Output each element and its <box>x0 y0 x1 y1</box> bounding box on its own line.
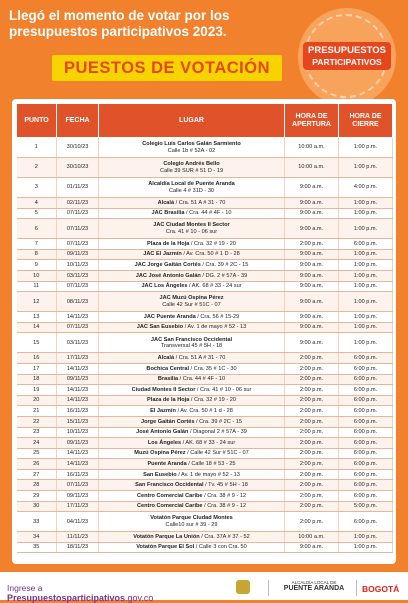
lugar-address: / Cra. 51 A # 31 - 70 <box>174 354 226 361</box>
cell-lugar <box>99 385 285 396</box>
lugar-name: Colegio Andrés Bello <box>163 161 220 168</box>
lugar-address: / Cra. 56 # 15-29 <box>195 313 240 320</box>
table-row <box>17 427 393 438</box>
cell-apertura: 9:00 a.m. <box>285 198 339 209</box>
table-row <box>17 249 393 260</box>
cell-apertura: 9:00 a.m. <box>285 292 339 312</box>
cell-cierre: 1:00 p.m. <box>339 312 393 323</box>
table-row <box>17 532 393 543</box>
lugar-name: JAC Los Ángeles <box>141 283 188 290</box>
table-row <box>17 239 393 250</box>
cell-punto: 12 <box>17 292 57 312</box>
cell-punto: 8 <box>17 249 57 260</box>
logo-box <box>303 42 391 70</box>
cell-fecha: 30/10/23 <box>57 138 99 158</box>
cell-punto: 21 <box>17 406 57 417</box>
cell-lugar <box>99 138 285 158</box>
table-row <box>17 322 393 333</box>
cell-punto: 23 <box>17 427 57 438</box>
cell-punto: 7 <box>17 239 57 250</box>
cell-punto: 19 <box>17 385 57 396</box>
cell-apertura: 2:00 p.m. <box>285 239 339 250</box>
cell-fecha: 02/11/23 <box>57 198 99 209</box>
cell-fecha: 03/11/23 <box>57 270 99 281</box>
cell-apertura: 9:00 a.m. <box>285 542 339 553</box>
cell-cierre: 6:00 p.m. <box>339 385 393 396</box>
cell-fecha: 14/11/23 <box>57 385 99 396</box>
table-row <box>17 353 393 364</box>
lugar-name: José Antonio Galán <box>136 429 189 436</box>
cell-lugar <box>99 312 285 323</box>
banner-title: PUESTOS DE VOTACIÓN <box>52 55 282 81</box>
table-row <box>17 416 393 427</box>
cell-fecha: 01/11/23 <box>57 178 99 198</box>
cell-lugar <box>99 198 285 209</box>
lugar-address: / Cra. 37A # 37 - 52 <box>199 533 250 540</box>
lugar-address: Cra. 41 # 10 - 06 sur <box>165 228 218 235</box>
cell-fecha: 04/11/23 <box>57 512 99 532</box>
cell-apertura: 2:00 p.m. <box>285 438 339 449</box>
cell-fecha: 17/11/23 <box>57 501 99 512</box>
cell-fecha: 10/11/23 <box>57 427 99 438</box>
cell-lugar <box>99 406 285 417</box>
cell-fecha: 10/11/23 <box>57 260 99 271</box>
cell-apertura: 10:00 a.m. <box>285 158 339 178</box>
lugar-name: Alcalá <box>157 199 175 206</box>
lugar-address: / Av. Cra. 50 # 1 d - 28 <box>175 407 233 414</box>
lugar-name: Bochica Central <box>146 365 189 372</box>
cell-cierre: 1:00 p.m. <box>339 158 393 178</box>
lugar-address: / Calle 42 Sur # 51C - 07 <box>185 450 249 457</box>
table-row <box>17 406 393 417</box>
lugar-name: Puente Aranda <box>147 460 187 467</box>
table-row <box>17 512 393 532</box>
lugar-address: / Av. 1 de mayo # 52 - 13 <box>183 324 247 331</box>
cell-lugar <box>99 219 285 239</box>
cell-fecha: 14/11/23 <box>57 448 99 459</box>
cell-fecha: 09/11/23 <box>57 374 99 385</box>
lugar-name: Alcalá <box>157 354 175 361</box>
cell-apertura: 2:00 p.m. <box>285 416 339 427</box>
lugar-address: / AK. 68 # 33 - 24 sur <box>187 283 242 290</box>
cell-lugar <box>99 416 285 427</box>
table-row <box>17 312 393 323</box>
col-cierre: HORA DE CIERRE <box>339 104 393 138</box>
cell-fecha: 09/11/23 <box>57 249 99 260</box>
lugar-name: JAC Brasilia <box>151 210 185 217</box>
cell-punto: 18 <box>17 374 57 385</box>
cell-punto: 30 <box>17 501 57 512</box>
cell-lugar <box>99 260 285 271</box>
table-row <box>17 542 393 553</box>
cell-lugar <box>99 353 285 364</box>
voting-table <box>16 103 393 553</box>
lugar-name: El Jazmín <box>150 407 176 414</box>
cell-apertura: 9:00 a.m. <box>285 322 339 333</box>
cell-cierre: 6:00 p.m. <box>339 459 393 470</box>
cell-apertura: 9:00 a.m. <box>285 270 339 281</box>
cell-lugar <box>99 281 285 292</box>
lugar-address: / Calle 18 # 53 - 25 <box>186 460 236 467</box>
cell-lugar <box>99 448 285 459</box>
cell-lugar <box>99 491 285 502</box>
cell-cierre: 1:00 p.m. <box>339 270 393 281</box>
col-apertura: HORA DE APERTURA <box>285 104 339 138</box>
cell-punto: 26 <box>17 459 57 470</box>
bogota-crest-icon <box>236 580 250 594</box>
cell-apertura: 2:00 p.m. <box>285 480 339 491</box>
lugar-address: / Av. 1 de mayo # 52 - 13 <box>176 471 240 478</box>
lugar-address: Calle 1b # 52A - 02 <box>167 147 216 154</box>
cell-cierre: 1:00 p.m. <box>339 281 393 292</box>
cell-punto: 3 <box>17 178 57 198</box>
lugar-name: JAC El Jazmín <box>143 251 182 258</box>
lugar-name: Brasilia <box>157 376 179 383</box>
cell-fecha: 14/11/23 <box>57 395 99 406</box>
cell-fecha: 07/11/23 <box>57 281 99 292</box>
cell-apertura: 9:00 a.m. <box>285 208 339 219</box>
cell-apertura: 9:00 a.m. <box>285 281 339 292</box>
cell-lugar <box>99 438 285 449</box>
cell-lugar <box>99 480 285 491</box>
cell-punto: 33 <box>17 512 57 532</box>
cell-cierre: 6:00 p.m. <box>339 374 393 385</box>
headline-line-1: Llegó el momento de votar por los <box>9 8 230 23</box>
cell-cierre: 6:00 p.m. <box>339 406 393 417</box>
cell-apertura: 9:00 a.m. <box>285 260 339 271</box>
cell-punto: 1 <box>17 138 57 158</box>
cell-punto: 22 <box>17 416 57 427</box>
cell-lugar <box>99 178 285 198</box>
cell-cierre: 6:00 p.m. <box>339 438 393 449</box>
lugar-name: JAC Puente Aranda <box>143 313 196 320</box>
table-row <box>17 459 393 470</box>
alcaldia-name: PUENTE ARANDA <box>283 585 345 592</box>
table-header-row <box>17 104 393 138</box>
table-row <box>17 198 393 209</box>
header <box>0 0 408 92</box>
cell-punto: 35 <box>17 542 57 553</box>
cell-punto: 10 <box>17 270 57 281</box>
cell-apertura: 2:00 p.m. <box>285 363 339 374</box>
cell-fecha: 11/11/23 <box>57 532 99 543</box>
lugar-name: JAC San Francisco Occidental <box>150 336 233 343</box>
lugar-address: Calle10 sur # 39 - 29 <box>165 521 218 528</box>
table-row <box>17 260 393 271</box>
table-row <box>17 270 393 281</box>
headline <box>9 8 309 40</box>
table-row <box>17 374 393 385</box>
cell-cierre: 1:00 p.m. <box>339 532 393 543</box>
cell-cierre: 1:00 p.m. <box>339 292 393 312</box>
lugar-address: / Cra. 44 # 4F - 10 <box>178 376 226 383</box>
cell-punto: 17 <box>17 363 57 374</box>
lugar-address: / Cra. 38 # 9 - 12 <box>202 492 247 499</box>
headline-line-2: presupuestos participativos 2023. <box>9 24 227 39</box>
lugar-name: JAC José Antonio Galán <box>135 272 201 279</box>
col-lugar: LUGAR <box>99 104 285 138</box>
cell-punto: 15 <box>17 333 57 353</box>
cell-fecha: 07/11/23 <box>57 322 99 333</box>
cell-apertura: 9:00 a.m. <box>285 178 339 198</box>
cell-cierre: 6:00 p.m. <box>339 416 393 427</box>
table-row <box>17 333 393 353</box>
table-row <box>17 501 393 512</box>
cell-cierre: 1:00 p.m. <box>339 333 393 353</box>
cell-apertura: 2:00 p.m. <box>285 459 339 470</box>
cell-cierre: 1:00 p.m. <box>339 322 393 333</box>
cell-punto: 25 <box>17 448 57 459</box>
table-row <box>17 469 393 480</box>
table-row <box>17 138 393 158</box>
cell-cierre: 1:00 p.m. <box>339 138 393 158</box>
footer-url-main: Presupuestosparticipativos <box>7 593 126 603</box>
cell-cierre: 6:00 p.m. <box>339 469 393 480</box>
cell-lugar <box>99 501 285 512</box>
cell-fecha: 14/11/23 <box>57 459 99 470</box>
cell-punto: 13 <box>17 312 57 323</box>
cell-punto: 20 <box>17 395 57 406</box>
lugar-address: / Cra. 44 # 4F - 10 <box>184 210 232 217</box>
table-row <box>17 292 393 312</box>
cell-cierre: 1:00 p.m. <box>339 249 393 260</box>
cell-apertura: 2:00 p.m. <box>285 427 339 438</box>
lugar-address: / Cra. 39 # 2C - 15 <box>194 418 243 425</box>
lugar-name: Plaza de la Hoja <box>147 240 190 247</box>
cell-apertura: 9:00 a.m. <box>285 249 339 260</box>
cell-apertura: 2:00 p.m. <box>285 469 339 480</box>
cell-fecha: 14/11/23 <box>57 363 99 374</box>
cell-punto: 9 <box>17 260 57 271</box>
table-row <box>17 363 393 374</box>
logo-line-2: PARTICIPATIVOS <box>312 57 382 67</box>
col-fecha: FECHA <box>57 104 99 138</box>
lugar-name: Plaza de la Hoja <box>147 397 190 404</box>
cell-lugar <box>99 322 285 333</box>
lugar-address: / AK. 68 # 33 - 24 sur <box>181 439 236 446</box>
lugar-name: Jorge Gaitán Cortés <box>140 418 195 425</box>
col-punto: PUNTO <box>17 104 57 138</box>
lugar-address: / Cra. 41 # 10 - 06 sur <box>195 386 252 393</box>
cell-apertura: 9:00 a.m. <box>285 312 339 323</box>
cell-fecha: 14/11/23 <box>57 312 99 323</box>
cell-lugar <box>99 469 285 480</box>
cell-lugar <box>99 158 285 178</box>
cell-fecha: 17/11/23 <box>57 353 99 364</box>
cell-punto: 2 <box>17 158 57 178</box>
cell-fecha: 09/11/23 <box>57 491 99 502</box>
cell-punto: 24 <box>17 438 57 449</box>
cell-cierre: 5:00 p.m. <box>339 501 393 512</box>
footer-url-domain: .gov.co <box>125 593 154 603</box>
table-row <box>17 219 393 239</box>
cell-lugar <box>99 427 285 438</box>
lugar-name: Los Ángeles <box>147 439 182 446</box>
lugar-name: JAC Muzú Ospina Pérez <box>159 295 224 302</box>
cell-fecha: 16/11/23 <box>57 469 99 480</box>
cell-apertura: 2:00 p.m. <box>285 374 339 385</box>
lugar-address: / Diagonal 2 # 57A - 39 <box>188 429 247 436</box>
cell-fecha: 16/11/23 <box>57 406 99 417</box>
lugar-name: Muzú Ospina Pérez <box>134 450 186 457</box>
cell-fecha: 18/11/23 <box>57 542 99 553</box>
cell-cierre: 6:00 p.m. <box>339 395 393 406</box>
cell-lugar <box>99 208 285 219</box>
lugar-name: Centro Comercial Caribe <box>136 503 203 510</box>
cell-lugar <box>99 395 285 406</box>
lugar-name: Alcaldía Local de Puente Aranda <box>148 181 235 188</box>
cell-lugar <box>99 542 285 553</box>
cell-cierre: 1:00 p.m. <box>339 260 393 271</box>
lugar-name: Votatón Parque Ciudad Montes <box>150 515 233 522</box>
cell-lugar <box>99 292 285 312</box>
lugar-address: Calle 39 SUR # 51 D - 19 <box>159 167 224 174</box>
lugar-address: / Cra. 38 # 9 - 12 <box>202 503 247 510</box>
cell-apertura: 10:00 a.m. <box>285 138 339 158</box>
cell-cierre: 1:00 p.m. <box>339 219 393 239</box>
lugar-address: / Cra. 51 A # 31 - 70 <box>174 199 226 206</box>
bogota-logo: BOGOTÁ <box>362 584 400 594</box>
cell-punto: 6 <box>17 219 57 239</box>
cell-cierre: 6:00 p.m. <box>339 427 393 438</box>
lugar-address: / DG. 2 # 57A - 39 <box>200 272 248 279</box>
lugar-address: / Calle 3 con Cra. 50 <box>194 544 247 551</box>
table-row <box>17 178 393 198</box>
cell-punto: 28 <box>17 480 57 491</box>
cell-fecha: 08/11/23 <box>57 292 99 312</box>
lugar-address: / Cra. 32 # 19 - 20 <box>189 240 236 247</box>
cell-lugar <box>99 249 285 260</box>
table-row <box>17 395 393 406</box>
table-row <box>17 448 393 459</box>
cell-punto: 14 <box>17 322 57 333</box>
cell-apertura: 2:00 p.m. <box>285 448 339 459</box>
cell-apertura: 2:00 p.m. <box>285 512 339 532</box>
cell-cierre: 1:00 p.m. <box>339 208 393 219</box>
lugar-address: / Cra. 39 # 2C - 15 <box>200 262 249 269</box>
cell-lugar <box>99 512 285 532</box>
footer-divider <box>268 580 269 596</box>
cell-apertura: 2:00 p.m. <box>285 385 339 396</box>
cell-cierre: 1:00 p.m. <box>339 542 393 553</box>
cell-fecha: 09/11/23 <box>57 438 99 449</box>
lugar-name: San Eusebio <box>143 471 177 478</box>
table-row <box>17 281 393 292</box>
lugar-name: Votatón Parque La Unión <box>133 533 200 540</box>
lugar-address: / Cra. 32 # 19 - 20 <box>189 397 236 404</box>
table-row <box>17 438 393 449</box>
cell-lugar <box>99 333 285 353</box>
lugar-name: JAC San Eusebio <box>136 324 184 331</box>
cell-fecha: 15/11/23 <box>57 416 99 427</box>
lugar-name: San Francisco Occidental <box>135 482 204 489</box>
cell-lugar <box>99 374 285 385</box>
table-row <box>17 385 393 396</box>
cell-apertura: 2:00 p.m. <box>285 406 339 417</box>
table-row <box>17 480 393 491</box>
cell-apertura: 2:00 p.m. <box>285 501 339 512</box>
cell-apertura: 9:00 a.m. <box>285 333 339 353</box>
cell-cierre: 4:00 p.m. <box>339 178 393 198</box>
logo-line-1: PRESUPUESTOS <box>308 45 386 56</box>
lugar-name: Ciudad Montes II Sector <box>131 386 196 393</box>
cell-fecha: 03/11/23 <box>57 333 99 353</box>
cell-punto: 27 <box>17 469 57 480</box>
cell-punto: 34 <box>17 532 57 543</box>
lugar-name: Colegio Luis Carlos Galán Sarmiento <box>142 141 241 148</box>
lugar-address: / Av. Cra. 50 # 1 D - 28 <box>181 251 240 258</box>
cell-fecha: 07/11/23 <box>57 480 99 491</box>
lugar-address: Calle 42 Sur # 51C - 07 <box>162 301 221 308</box>
table-row <box>17 208 393 219</box>
table-row <box>17 491 393 502</box>
cell-cierre: 6:00 p.m. <box>339 353 393 364</box>
cell-cierre: 6:00 p.m. <box>339 512 393 532</box>
cell-apertura: 9:00 a.m. <box>285 219 339 239</box>
cell-cierre: 6:00 p.m. <box>339 239 393 250</box>
cell-fecha: 07/11/23 <box>57 208 99 219</box>
footer-ingrese: Ingrese a <box>7 583 43 593</box>
lugar-address: / Tv. 45 # 5H - 18 <box>203 482 248 489</box>
cell-cierre: 6:00 p.m. <box>339 491 393 502</box>
cell-apertura: 10:00 a.m. <box>285 532 339 543</box>
cell-punto: 4 <box>17 198 57 209</box>
lugar-address: Calle 4 # 31D - 30 <box>168 187 215 194</box>
cell-fecha: 07/11/23 <box>57 239 99 250</box>
lugar-address: Transversal 45 # 5H - 18 <box>160 342 223 349</box>
cell-punto: 5 <box>17 208 57 219</box>
cell-lugar <box>99 459 285 470</box>
cell-fecha: 07/11/23 <box>57 219 99 239</box>
lugar-address: / Cra. 35 # 1C - 30 <box>189 365 237 372</box>
lugar-name: JAC Ciudad Montes II Sector <box>153 222 230 229</box>
cell-cierre: 6:00 p.m. <box>339 480 393 491</box>
cell-punto: 29 <box>17 491 57 502</box>
lugar-name: JAC Jorge Gaitán Cortés <box>134 262 201 269</box>
footer-divider-2 <box>356 580 357 596</box>
cell-cierre: 6:00 p.m. <box>339 448 393 459</box>
cell-cierre: 1:00 p.m. <box>339 198 393 209</box>
cell-lugar <box>99 270 285 281</box>
cell-apertura: 2:00 p.m. <box>285 395 339 406</box>
cell-lugar <box>99 363 285 374</box>
lugar-name: Centro Comercial Caribe <box>136 492 203 499</box>
table-card <box>12 99 396 564</box>
cell-apertura: 2:00 p.m. <box>285 353 339 364</box>
cell-punto: 11 <box>17 281 57 292</box>
cell-fecha: 30/10/23 <box>57 158 99 178</box>
alcaldia-logo <box>274 580 354 593</box>
cell-punto: 16 <box>17 353 57 364</box>
cell-cierre: 6:00 p.m. <box>339 363 393 374</box>
cell-lugar <box>99 239 285 250</box>
cell-apertura: 2:00 p.m. <box>285 491 339 502</box>
cell-lugar <box>99 532 285 543</box>
table-row <box>17 158 393 178</box>
lugar-name: Votatón Parque El Sol <box>136 544 195 551</box>
footer-url[interactable] <box>7 593 153 603</box>
alcaldia-small-text: ALCALDÍA LOCAL DE <box>291 580 337 585</box>
presupuestos-logo <box>298 8 396 106</box>
